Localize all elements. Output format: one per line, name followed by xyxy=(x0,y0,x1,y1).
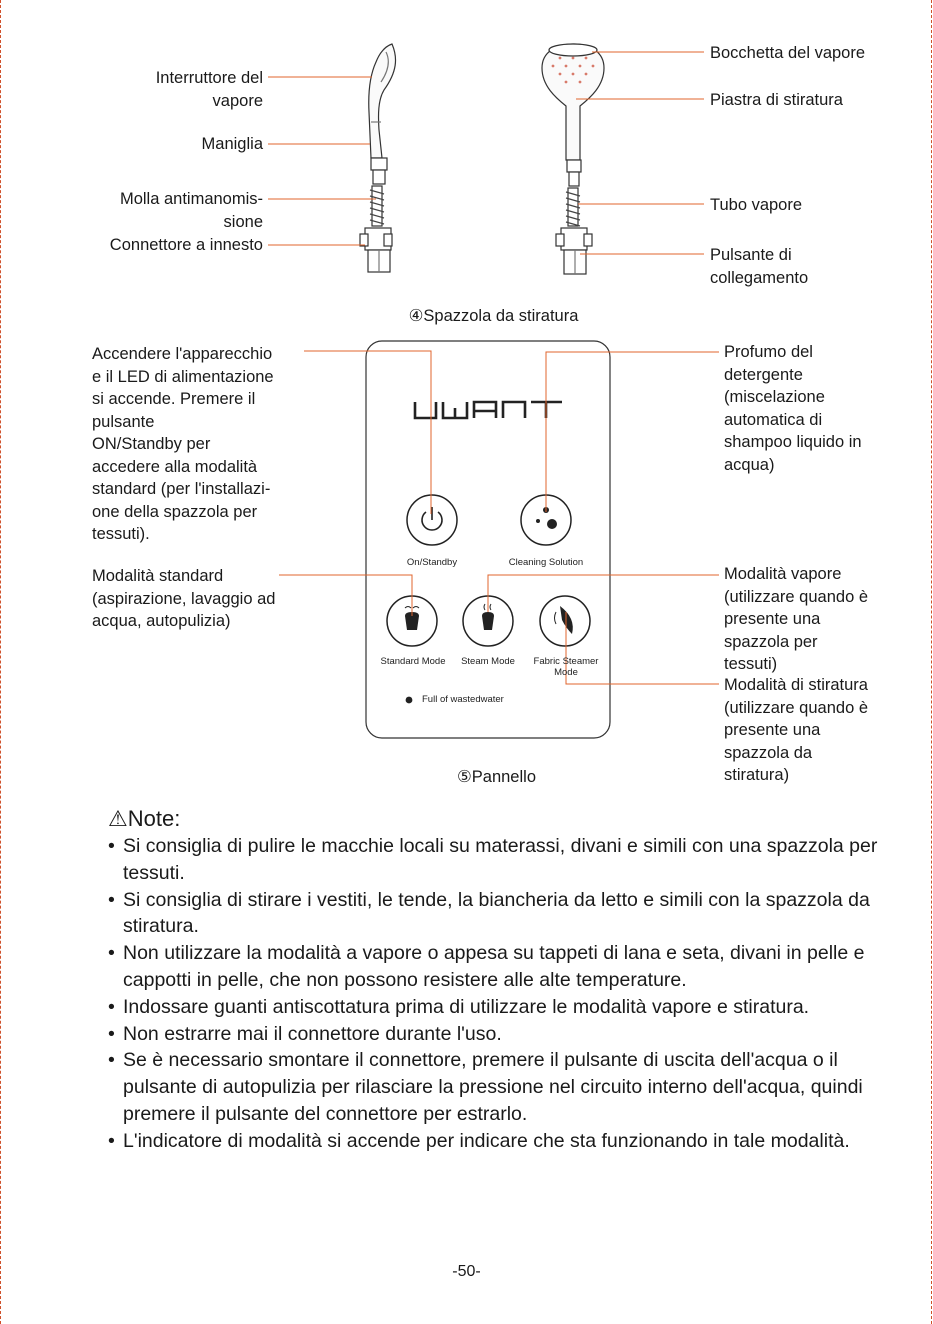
label-steam-tube: Tubo vapore xyxy=(710,196,803,214)
label-steam-switch: Interruttore del vapore xyxy=(155,69,263,110)
panel-standard-mode-text: Standard Mode xyxy=(380,656,446,667)
panel-on-standby-text: On/Standby xyxy=(406,557,458,568)
label-power-description: Accendere l'apparecchio e il LED di alimentazione si accende. Premere il pulsante ON/Standby per accedere alla modalità standard (per l'installazi- one della spazzola per tessuti). xyxy=(92,345,274,543)
label-ironing-plate: Piastra di stiratura xyxy=(710,91,843,109)
panel-cleaning-solution-text: Cleaning Solution xyxy=(508,557,584,568)
brush-caption: ④Spazzola da stiratura xyxy=(408,307,579,325)
note-item: • L'indicatore di modalità si accende per indicare che sta funzionando in tale modalità. xyxy=(108,1128,898,1155)
note-item: • Se è necessario smontare il connettore, premere il pulsante di uscita dell'acqua o il pulsante di autopulizia per rilasciare la pressione nel circuito interno dell'acqua, quindi premere il pulsante del connettore per estrarlo. xyxy=(108,1047,898,1127)
label-standard-mode-description: Modalità standard (aspirazione, lavaggio ad acqua, autopulizia) xyxy=(92,567,276,630)
panel-full-wastewater-text: Full of wastedwater xyxy=(422,694,504,705)
label-snap-connector: Connettore a innesto xyxy=(109,236,263,254)
note-title: ⚠Note: xyxy=(108,806,181,831)
label-ironing-mode-description: Modalità di stiratura (utilizzare quando è presente una spazzola da stiratura) xyxy=(724,676,869,784)
note-item: • Si consiglia di pulire le macchie locali su materassi, divani e simili con una spazzola per tessuti. xyxy=(108,833,898,887)
label-detergent-description: Profumo del detergente (miscelazione automatica di shampoo liquido in acqua) xyxy=(724,343,862,474)
label-steam-mode-description: Modalità vapore (utilizzare quando è presente una spazzola per tessuti) xyxy=(724,565,869,673)
label-connect-button: Pulsante di collegamento xyxy=(710,246,809,287)
brush-leader-lines xyxy=(268,52,704,254)
note-item: • Indossare guanti antiscottatura prima di utilizzare le modalità vapore e stiratura. xyxy=(108,994,898,1021)
note-item: • Non utilizzare la modalità a vapore o appesa su tappeti di lana e seta, divani in pelle e cappotti in pelle, che non possono resistere alle alte temperature. xyxy=(108,940,898,994)
label-handle: Maniglia xyxy=(201,135,263,153)
panel-caption: ⑤Pannello xyxy=(456,768,536,786)
note-list xyxy=(108,833,898,1155)
control-panel-illustration xyxy=(366,341,610,738)
panel-steam-mode-text: Steam Mode xyxy=(461,656,515,667)
ironing-brush-front-illustration xyxy=(542,44,604,274)
label-steam-nozzle: Bocchetta del vapore xyxy=(710,44,866,62)
note-item: • Non estrarre mai il connettore durante l'uso. xyxy=(108,1021,898,1048)
panel-fabric-steamer-mode-text: Fabric Steamer Mode xyxy=(533,656,599,678)
page-number: -50- xyxy=(452,1263,481,1280)
note-item: • Si consiglia di stirare i vestiti, le tende, la biancheria da letto e simili con la spazzola da stiratura. xyxy=(108,887,898,941)
label-tamper-spring: Molla antimanomis- sione xyxy=(119,190,263,231)
steam-brush-side-illustration xyxy=(360,44,396,272)
